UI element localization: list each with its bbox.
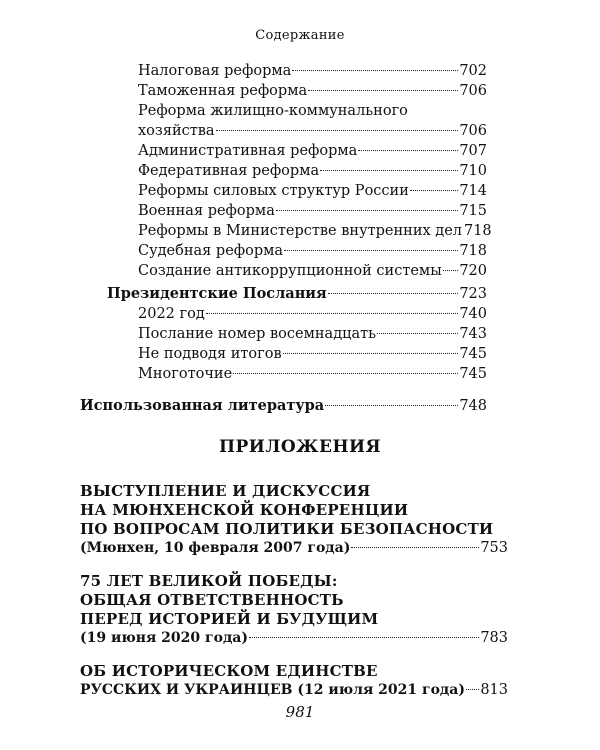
- toc-entry: Федеративная реформа 710: [138, 163, 487, 179]
- appendix-entry: (19 июня 2020 года) 783: [80, 630, 508, 646]
- appendix-title-line: НА МЮНХЕНСКОЙ КОНФЕРЕНЦИИ: [80, 501, 409, 519]
- appendix-entry: РУССКИХ И УКРАИНЦЕВ (12 июля 2021 года) 813: [80, 682, 508, 698]
- toc-entry: Создание антикоррупционной системы 720: [138, 263, 487, 279]
- toc-entry: Военная реформа 715: [138, 203, 487, 219]
- toc-entry: Послание номер восемнадцать 743: [138, 326, 487, 342]
- appendices-heading: ПРИЛОЖЕНИЯ: [218, 437, 382, 457]
- appendix-title-line: ОБ ИСТОРИЧЕСКОМ ЕДИНСТВЕ: [80, 662, 378, 680]
- toc-entry-first-line: Реформа жилищно-коммунального: [138, 103, 408, 119]
- appendix-title-line: ПО ВОПРОСАМ ПОЛИТИКИ БЕЗОПАСНОСТИ: [80, 520, 494, 538]
- running-header: Содержание: [255, 28, 345, 43]
- toc-entry: Судебная реформа 718: [138, 243, 487, 259]
- toc-section: Использованная литература 748: [80, 397, 487, 414]
- appendix-title-line: ПЕРЕД ИСТОРИЕЙ И БУДУЩИМ: [80, 610, 379, 628]
- toc-entry: Реформы в Министерстве внутренних дел 718: [138, 223, 492, 239]
- toc-section: Президентские Послания 723: [107, 285, 487, 302]
- appendix-title-line: ВЫСТУПЛЕНИЕ И ДИСКУССИЯ: [80, 482, 371, 500]
- toc-entry: Не подводя итогов 745: [138, 346, 487, 362]
- toc-entry: Административная реформа 707: [138, 143, 487, 159]
- appendix-title-line: ОБЩАЯ ОТВЕТСТВЕННОСТЬ: [80, 591, 344, 609]
- toc-entry: Налоговая реформа 702: [138, 63, 487, 79]
- appendix-title-line: 75 ЛЕТ ВЕЛИКОЙ ПОБЕДЫ:: [80, 572, 338, 590]
- toc-entry: хозяйства 706: [138, 123, 487, 139]
- toc-entry: Таможенная реформа 706: [138, 83, 487, 99]
- toc-entry: Реформы силовых структур России 714: [138, 183, 487, 199]
- toc-entry: Многоточие 745: [138, 366, 487, 382]
- page-number: 981: [285, 703, 315, 721]
- toc-entry: 2022 год 740: [138, 306, 487, 322]
- appendix-entry: (Мюнхен, 10 февраля 2007 года) 753: [80, 540, 508, 556]
